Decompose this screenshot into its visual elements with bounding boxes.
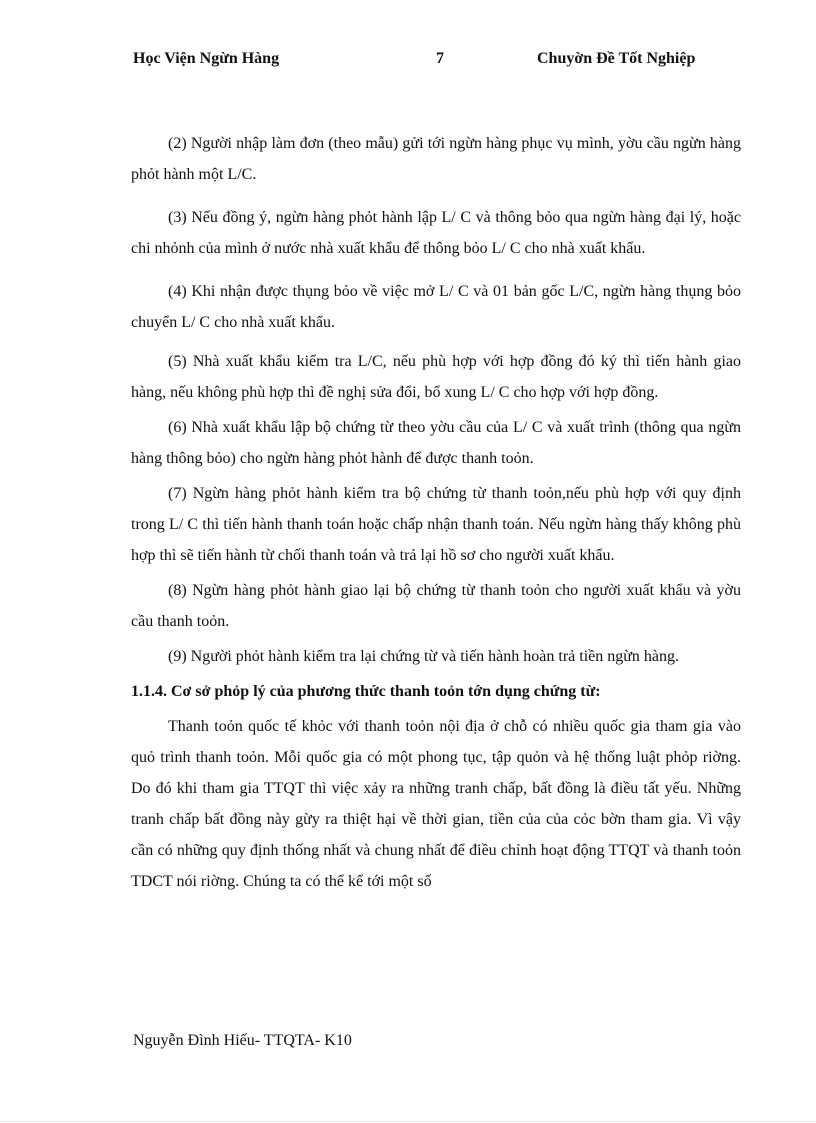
paragraph-step-5: (5) Nhà xuất khẩu kiểm tra L/C, nếu phù hợp với hợp đồng đó ký thì tiến hành giao hàng, nếu không phù hợp thì đề nghị sửa đổi, bổ xung L/ C cho hợp với hợp đồng. [131,353,741,401]
paragraph-step-8: (8) Ngừn hàng phỏt hành giao lại bộ chứng từ thanh toỏn cho người xuất khẩu và yờu cầu thanh toỏn. [131,582,741,630]
document-body [131,128,741,897]
section-heading: 1.1.4. Cơ sở phỏp lý của phương thức thanh toỏn tớn dụng chứng từ: [131,683,601,700]
paragraph-step-2: (2) Người nhập làm đơn (theo mẫu) gửi tới ngừn hàng phục vụ mình, yờu cầu ngừn hàng phỏt hành một L/C. [131,135,741,183]
page-number: 7 [436,50,444,67]
paragraph-step-3: (3) Nếu đồng ý, ngừn hàng phỏt hành lập L/ C và thông bỏo qua ngừn hàng đại lý, hoặc chi nhỏnh của mình ở nước nhà xuất khẩu để thông bỏo L/ C cho nhà xuất khẩu. [131,209,741,257]
paragraph-step-4: (4) Khi nhận được thụng bỏo về việc mở L/ C và 01 bản gốc L/C, ngừn hàng thụng bỏo chuyển L/ C cho nhà xuất khẩu. [131,283,741,331]
page-footer: Nguyễn Đình Hiếu- TTQTA- K10 [133,1032,352,1049]
header-institution: Học Viện Ngừn Hàng [133,50,280,67]
page-header [0,50,816,76]
paragraph-step-7: (7) Ngừn hàng phỏt hành kiểm tra bộ chứng từ thanh toỏn,nếu phù hợp với quy định trong L/ C thì tiến hành thanh toán hoặc chấp nhận thanh toán. Nếu ngừn hàng thấy không phù hợp thì sẽ tiến hành từ chối thanh toán và trả lại hồ sơ cho người xuất khẩu. [131,485,741,564]
page-bottom-edge [0,1121,816,1122]
section-body-paragraph: Thanh toỏn quốc tế khỏc với thanh toỏn nội địa ở chỗ có nhiều quốc gia tham gia vào quỏ trình thanh toỏn. Mỗi quốc gia có một phong tục, tập quỏn và hệ thống luật phỏp riờng. Do đó khi tham gia TTQT thì việc xảy ra những tranh chấp, bất đồng là điều tất yếu. Những tranh chấp bất đồng này gừy ra thiệt hại về thời gian, tiền của của cỏc bờn tham gia. Vì vậy cần có những quy định thống nhất và chung nhất để điều chỉnh hoạt động TTQT và thanh toỏn TDCT nói riờng. Chúng ta có thể kể tới một số [131,718,741,890]
paragraph-step-9: (9) Người phỏt hành kiểm tra lại chứng từ và tiến hành hoàn trả tiền ngừn hàng. [168,648,680,665]
header-document-type: Chuyờn Đề Tốt Nghiệp [537,50,696,67]
paragraph-step-6: (6) Nhà xuất khẩu lập bộ chứng từ theo yờu cầu của L/ C và xuất trình (thông qua ngừn hàng thông bỏo) cho ngừn hàng phỏt hành để được thanh toỏn. [131,419,741,467]
